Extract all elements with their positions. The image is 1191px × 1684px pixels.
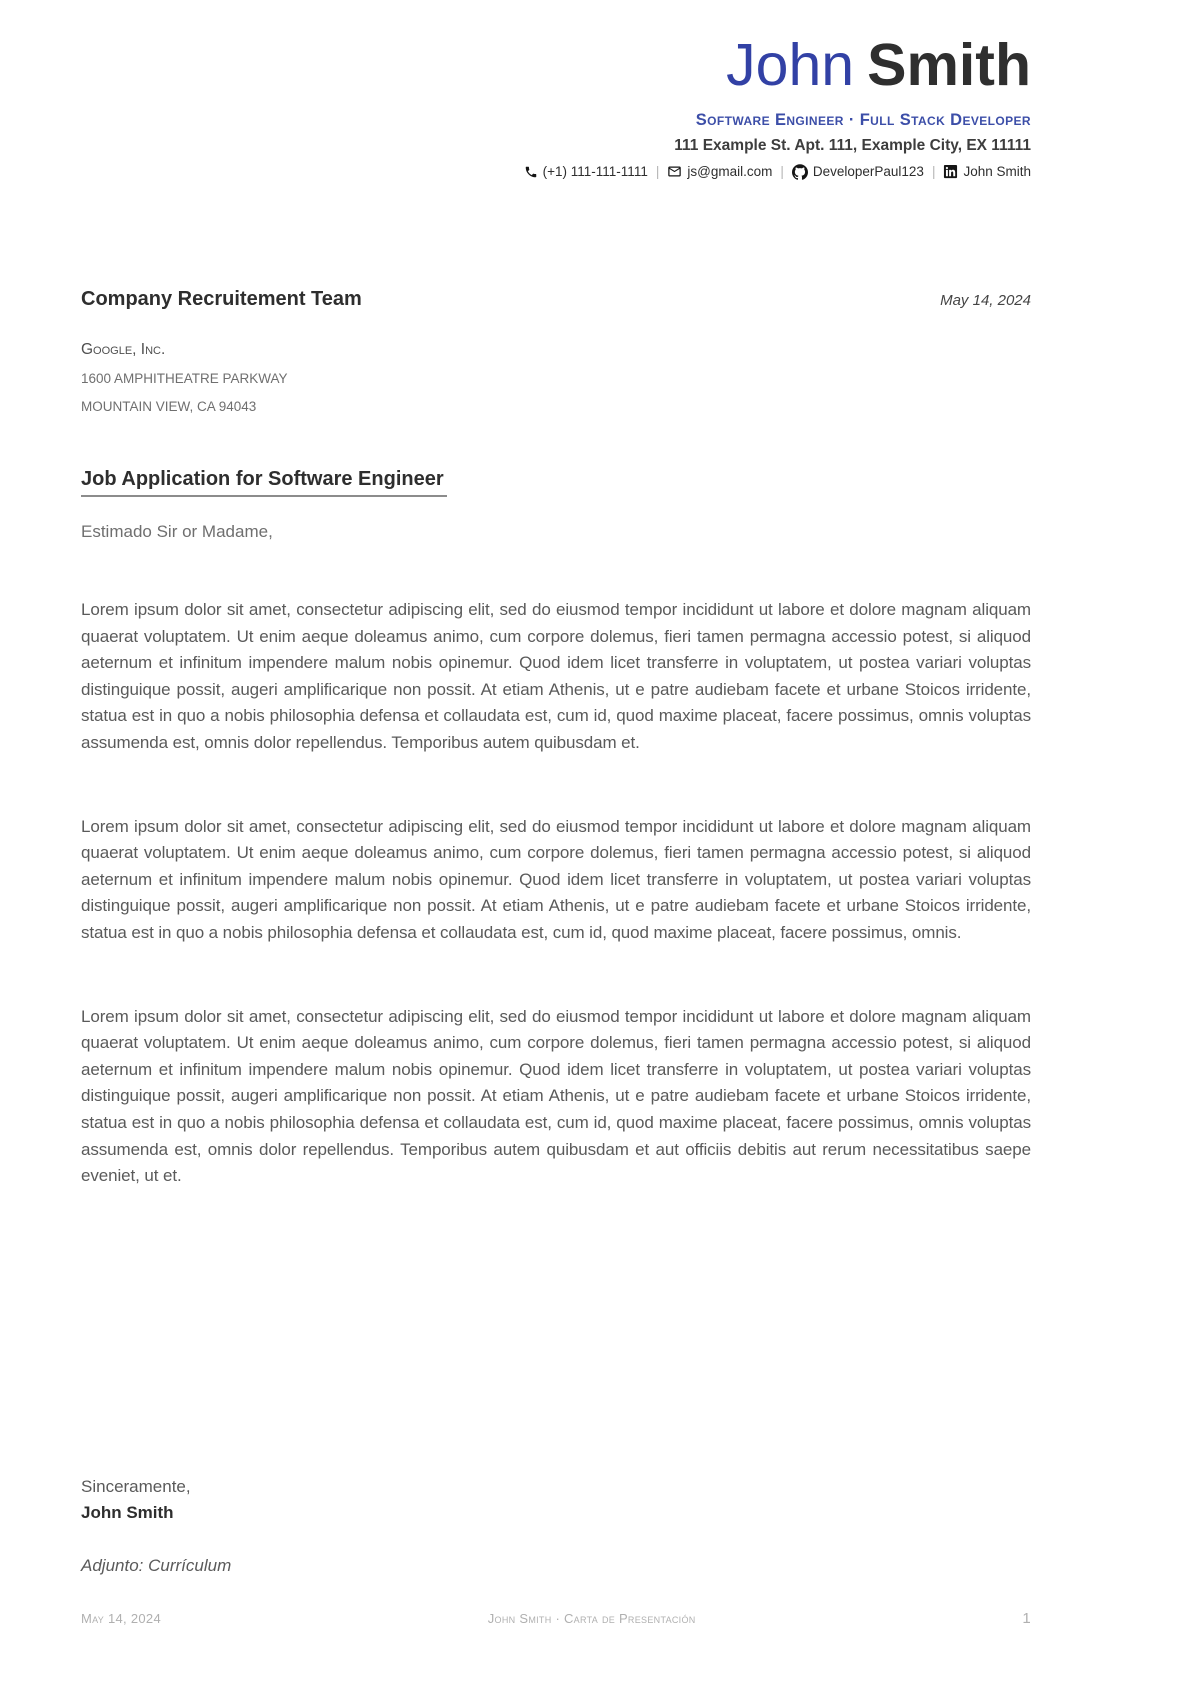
closing-block xyxy=(81,1474,191,1526)
author-address: 111 Example St. Apt. 111, Example City, EX 11111 xyxy=(674,137,1031,154)
phone-icon xyxy=(524,165,538,179)
organization-address-block xyxy=(81,341,288,415)
github-label: DeveloperPaul123 xyxy=(812,164,924,179)
subject-wrap xyxy=(81,468,447,497)
contact-separator: | xyxy=(931,164,936,179)
greeting: Estimado Sir or Madame, xyxy=(81,522,273,541)
letter-body xyxy=(81,597,1031,1190)
letter-subject: Job Application for Software Engineer xyxy=(81,468,447,497)
footer-title: John Smith · Carta de Presentación xyxy=(487,1611,696,1626)
author-position: Software Engineer · Full Stack Developer xyxy=(695,111,1031,129)
author-first-name: John xyxy=(726,32,855,98)
email-link[interactable] xyxy=(667,162,772,181)
phone-label: (+1) 111-111-1111 xyxy=(542,164,648,179)
organization-address-line1: 1600 AMPHITHEATRE PARKWAY xyxy=(81,371,288,386)
letter-header xyxy=(81,34,1031,181)
recipient-name: Company Recruitement Team xyxy=(81,288,362,310)
body-paragraph: Lorem ipsum dolor sit amet, consectetur adipiscing elit, sed do eiusmod tempor incididunt ut labore et dolore magnam aliquam quaerat voluptatem. Ut enim aeque doleamus animo, cum corpore dolemus, fieri tamen permagna accessio potest, si aliquod aeternum et infinitum impendere malum nobis opinemur. Quod idem licet transferre in voluptatem, ut postea variari voluptas distinguique possit, augeri amplificarique non possit. At etiam Athenis, ut e patre audiebam facete et urbane Stoicos irridente, statua est in quo a nobis philosophia defensa et collaudata est, cum id, quod maxime placeat, facere possimus, omnis voluptas assumenda est, omnis dolor repellendus. Temporibus autem quibusdam et aut officiis debitis aut rerum necessitatibus saepe eveniet, ut et. xyxy=(81,1006,1031,1186)
organization-name: Google, Inc. xyxy=(81,341,166,358)
email-icon xyxy=(667,164,682,179)
linkedin-label: John Smith xyxy=(963,164,1031,179)
author-last-name: Smith xyxy=(867,32,1031,98)
signature-name: John Smith xyxy=(81,1503,174,1522)
enclosure-note: Adjunto: Currículum xyxy=(81,1556,232,1575)
recipient-row xyxy=(81,288,1031,311)
footer-date: May 14, 2024 xyxy=(81,1611,161,1626)
closing-phrase: Sinceramente, xyxy=(81,1477,191,1496)
linkedin-icon xyxy=(943,164,958,179)
phone-link[interactable] xyxy=(524,162,648,181)
contact-row xyxy=(81,162,1031,181)
email-label: js@gmail.com xyxy=(687,164,773,179)
github-icon xyxy=(792,164,808,180)
linkedin-link[interactable] xyxy=(943,162,1031,181)
page-footer xyxy=(81,1610,1031,1627)
github-link[interactable] xyxy=(792,162,924,181)
contact-separator: | xyxy=(655,164,660,179)
body-paragraph: Lorem ipsum dolor sit amet, consectetur adipiscing elit, sed do eiusmod tempor incididunt ut labore et dolore magnam aliquam quaerat voluptatem. Ut enim aeque doleamus animo, cum corpore dolemus, fieri tamen permagna accessio potest, si aliquod aeternum et infinitum impendere malum nobis opinemur. Quod idem licet transferre in voluptatem, ut postea variari voluptas distinguique possit, augeri amplificarique non possit. At etiam Athenis, ut e patre audiebam facete et urbane Stoicos irridente, statua est in quo a nobis philosophia defensa et collaudata est, cum id, quod maxime placeat, facere possimus, omnis. xyxy=(81,816,1031,942)
author-name xyxy=(81,34,1031,96)
contact-separator: | xyxy=(780,164,784,179)
body-paragraph: Lorem ipsum dolor sit amet, consectetur adipiscing elit, sed do eiusmod tempor incididunt ut labore et dolore magnam aliquam quaerat voluptatem. Ut enim aeque doleamus animo, cum corpore dolemus, fieri tamen permagna accessio potest, si aliquod aeternum et infinitum impendere malum nobis opinemur. Quod idem licet transferre in voluptatem, ut postea variari voluptas distinguique possit, augeri amplificarique non possit. At etiam Athenis, ut e patre audiebam facete et urbane Stoicos irridente, statua est in quo a nobis philosophia defensa et collaudata est, cum id, quod maxime placeat, facere possimus, omnis voluptas assumenda est, omnis dolor repellendus. Temporibus autem quibusdam et. xyxy=(81,600,1031,752)
letter-date: May 14, 2024 xyxy=(940,292,1031,309)
page-number: 1 xyxy=(1022,1610,1031,1627)
organization-address-line2: MOUNTAIN VIEW, CA 94043 xyxy=(81,399,257,414)
